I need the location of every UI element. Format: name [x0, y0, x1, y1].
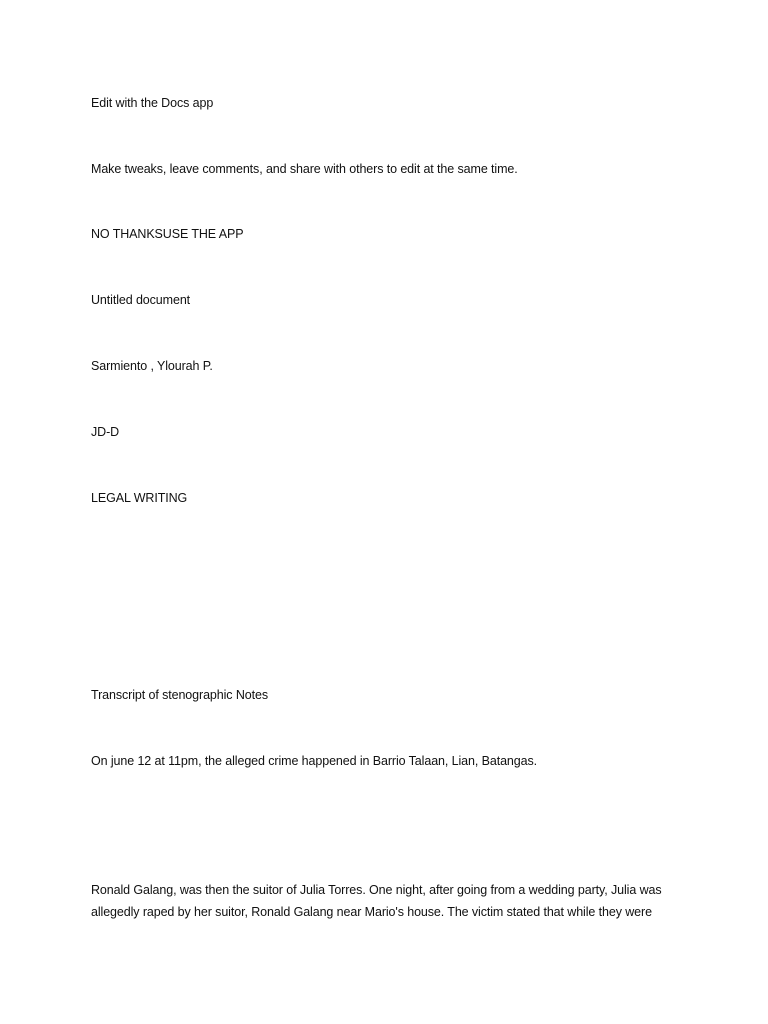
promo-description: Make tweaks, leave comments, and share with others to edit at the same time. [91, 162, 518, 176]
section-label: JD-D [91, 425, 120, 439]
course-label: LEGAL WRITING [91, 491, 188, 505]
author-name: Sarmiento , Ylourah P. [91, 359, 213, 373]
paragraph-narrative-line: allegedly raped by her suitor, Ronald Galang near Mario's house. The victim stated that while they were [91, 905, 652, 919]
paragraph-narrative [91, 879, 681, 923]
promo-title: Edit with the Docs app [91, 96, 214, 110]
paragraph-date-location: On june 12 at 11pm, the alleged crime happened in Barrio Talaan, Lian, Batangas. [91, 754, 538, 768]
document-title: Untitled document [91, 293, 191, 307]
promo-actions[interactable]: NO THANKSUSE THE APP [91, 227, 244, 241]
transcript-heading: Transcript of stenographic Notes [91, 688, 268, 702]
paragraph-narrative-line: Ronald Galang, was then the suitor of Julia Torres. One night, after going from a wedding party, Julia was [91, 883, 662, 897]
